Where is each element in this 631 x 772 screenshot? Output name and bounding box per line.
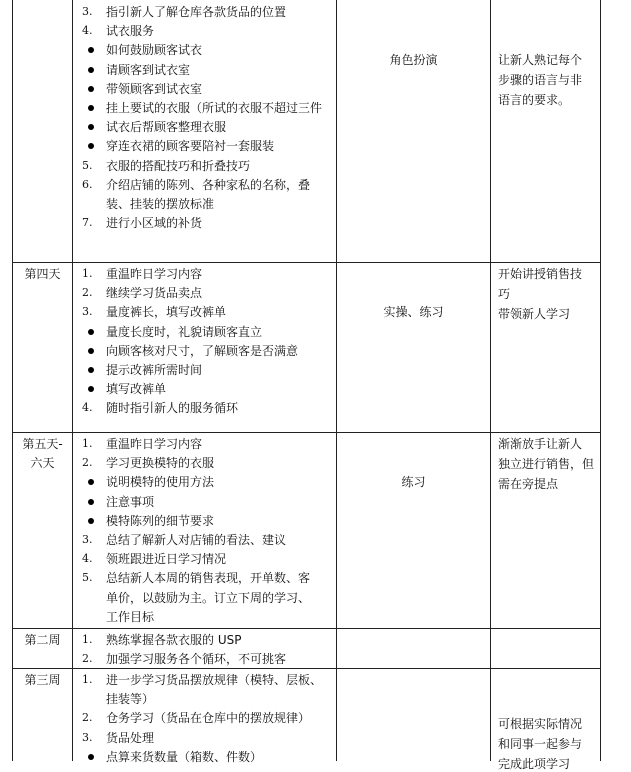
list-item-number: 1. <box>82 267 93 280</box>
list-item-text: 学习更换模特的衣服 <box>106 456 215 471</box>
list-item-text: 带领顾客到试衣室 <box>106 81 203 96</box>
list-item-text: 加强学习服务各个循环，不可挑客 <box>106 652 287 667</box>
bullet-icon <box>88 67 94 73</box>
bullet-icon <box>88 143 94 149</box>
list-item-text: 衣服的搭配技巧和折叠技巧 <box>106 158 251 173</box>
training-method: 练习 <box>401 475 426 490</box>
bullet-icon <box>88 47 94 53</box>
list-item-number: 1. <box>82 673 93 686</box>
list-item-number: 3. <box>82 305 93 319</box>
list-item-text: 单价，以鼓励为主。订立下周的学习、 <box>106 590 311 605</box>
training-method: 实操、练习 <box>383 305 444 320</box>
list-item-text: 提示改裤所需时间 <box>106 363 203 377</box>
list-item-number: 2. <box>82 652 93 666</box>
list-item-text: 模特陈列的细节要求 <box>106 513 215 528</box>
training-goal-line: 语言的要求。 <box>498 93 571 107</box>
list-item-number: 2. <box>82 456 93 470</box>
list-item-number: 3. <box>82 730 93 744</box>
list-item-number: 5. <box>82 158 93 172</box>
list-item-text: 量度裤长，填写改裤单 <box>106 305 227 320</box>
list-item-text: 重温昨日学习内容 <box>106 437 203 451</box>
table-column-border <box>490 0 491 761</box>
list-item-text: 进一步学习货品摆放规律（模特、层板、 <box>106 673 323 687</box>
bullet-icon <box>88 86 94 92</box>
table-row-border <box>12 628 601 629</box>
training-goal-line: 完成此项学习 <box>498 757 571 771</box>
training-goal-line: 带领新人学习 <box>498 307 571 321</box>
table-column-border <box>600 0 601 761</box>
list-item-number: 6. <box>82 177 93 191</box>
day-label: 第四天 <box>24 267 61 281</box>
training-goal-line: 开始讲授销售技 <box>498 267 583 281</box>
list-item-text: 领班跟进近日学习情况 <box>106 552 227 567</box>
day-label: 第五天- <box>22 437 63 451</box>
list-item-text: 熟练掌握各款衣服的 USP <box>106 633 242 647</box>
list-item-text: 仓务学习（货品在仓库中的摆放规律） <box>106 711 311 726</box>
bullet-icon <box>88 499 94 505</box>
bullet-icon <box>88 479 94 485</box>
list-item-text: 随时指引新人的服务循环 <box>106 401 239 416</box>
list-item-text: 总结了解新人对店铺的看法、建议 <box>106 533 287 547</box>
bullet-icon <box>88 518 94 524</box>
list-item-number: 3. <box>82 533 93 546</box>
training-goal-line: 独立进行销售，但 <box>498 457 595 471</box>
table-column-border <box>336 0 337 761</box>
bullet-icon <box>88 754 94 760</box>
list-item-number: 1. <box>82 437 93 450</box>
table-row-border <box>12 432 601 433</box>
training-goal-line: 可根据实际情况 <box>498 717 583 731</box>
list-item-text: 请顾客到试衣室 <box>106 62 191 77</box>
list-item-number: 4. <box>82 552 93 566</box>
list-item-text: 试衣服务 <box>106 24 155 39</box>
list-item-text: 指引新人了解仓库各款货品的位置 <box>106 5 287 19</box>
list-item-text: 向顾客核对尺寸，了解顾客是否满意 <box>106 343 299 358</box>
table-column-border <box>72 0 73 761</box>
list-item-text: 挂装等） <box>106 692 155 707</box>
table-row-border <box>12 262 601 263</box>
list-item-text: 挂上要试的衣服（所试的衣服不超过三件 <box>106 101 323 115</box>
list-item-text: 说明模特的使用方法 <box>106 475 215 490</box>
list-item-number: 3. <box>82 5 93 18</box>
day-label: 第三周 <box>24 673 61 687</box>
bullet-icon <box>88 105 94 111</box>
list-item-text: 工作目标 <box>106 609 155 624</box>
list-item-text: 货品处理 <box>106 730 155 745</box>
list-item-number: 4. <box>82 401 93 415</box>
list-item-text: 量度长度时，礼貌请顾客直立 <box>106 324 263 339</box>
list-item-text: 介绍店铺的陈列、各种家私的名称，叠 <box>106 177 311 192</box>
training-goal-line: 渐渐放手让新人 <box>498 437 583 451</box>
training-method: 角色扮演 <box>389 53 438 67</box>
list-item-text: 填写改裤单 <box>106 382 167 397</box>
bullet-icon <box>88 348 94 354</box>
list-item-number: 7. <box>82 216 93 230</box>
list-item-text: 装、挂装的摆放标准 <box>106 197 215 211</box>
list-item-text: 试衣后帮顾客整理衣服 <box>106 120 227 135</box>
list-item-number: 4. <box>82 24 93 38</box>
list-item-number: 1. <box>82 633 93 646</box>
day-label: 第二周 <box>24 633 61 647</box>
training-goal-line: 巧 <box>498 287 511 301</box>
list-item-text: 继续学习货品卖点 <box>106 286 203 301</box>
training-goal-line: 需在旁提点 <box>498 477 559 491</box>
list-item-text: 如何鼓励顾客试衣 <box>106 43 203 58</box>
bullet-icon <box>88 386 94 392</box>
list-item-number: 2. <box>82 711 93 725</box>
training-goal-line: 步骤的语言与非 <box>498 73 583 87</box>
training-goal-line: 让新人熟记每个 <box>498 53 583 67</box>
list-item-text: 总结新人本周的销售表现，开单数、客 <box>106 571 311 586</box>
bullet-icon <box>88 329 94 335</box>
training-goal-line: 和同事一起参与 <box>498 737 583 751</box>
list-item-number: 5. <box>82 571 93 585</box>
list-item-text: 进行小区域的补货 <box>106 216 203 231</box>
list-item-text: 重温昨日学习内容 <box>106 267 203 281</box>
day-label-continued: 六天 <box>30 456 55 471</box>
bullet-icon <box>88 124 94 130</box>
bullet-icon <box>88 367 94 373</box>
table-row-border <box>12 668 601 669</box>
list-item-text: 点算来货数量（箱数、件数） <box>106 749 263 764</box>
list-item-text: 注意事项 <box>106 494 155 509</box>
list-item-number: 2. <box>82 286 93 300</box>
list-item-text: 穿连衣裙的顾客要陪衬一套服装 <box>106 139 275 154</box>
